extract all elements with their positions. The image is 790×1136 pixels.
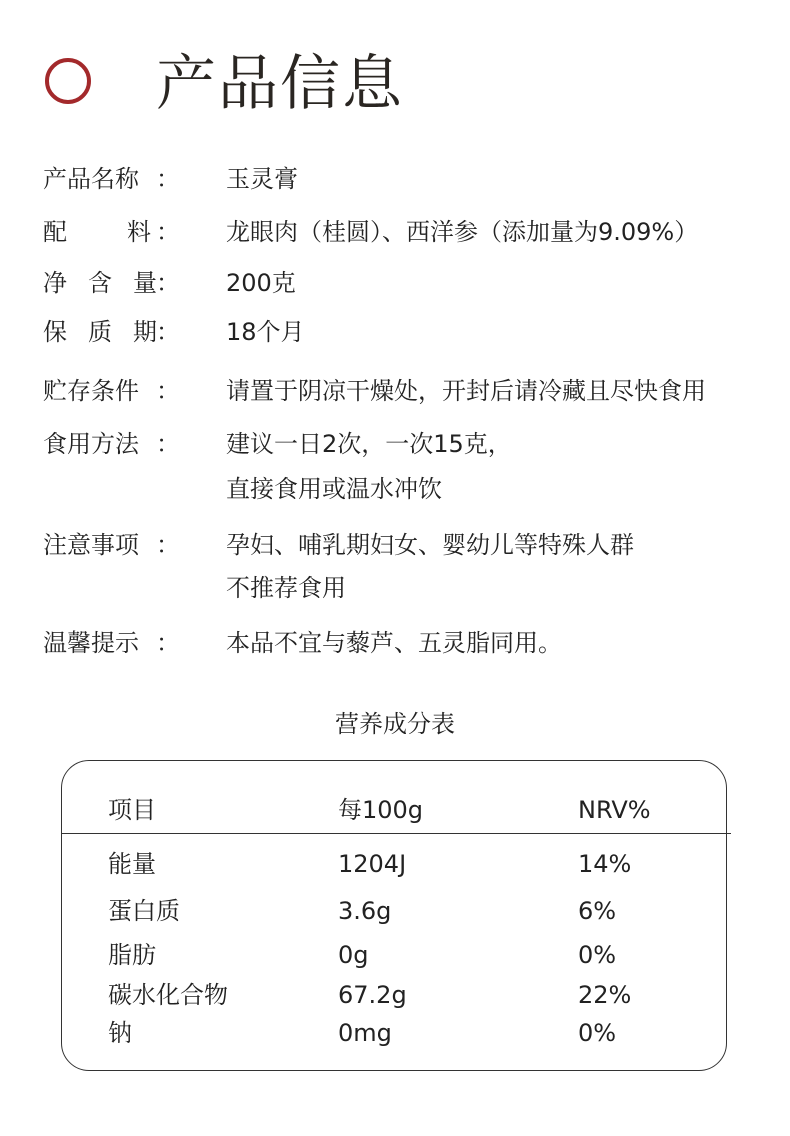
info-value-line2: 直接食用或温水冲饮 (226, 475, 442, 503)
info-colon: ： (156, 629, 180, 657)
info-label: 温馨提示 (43, 629, 139, 657)
nutrient-nrv: 22% (578, 981, 632, 1009)
header-nrv: NRV% (578, 796, 651, 824)
nutrient-name: 脂肪 (108, 941, 156, 969)
info-label: 注意事项 (43, 531, 139, 559)
nutrient-name: 蛋白质 (108, 897, 180, 925)
info-colon: ： (156, 269, 180, 297)
nutrient-amount: 1204J (338, 850, 407, 878)
info-value: 玉灵膏 (226, 165, 298, 193)
info-label: 食用方法 (43, 430, 139, 458)
info-colon: ： (156, 430, 180, 458)
info-value: 200克 (226, 269, 296, 297)
info-colon: ： (156, 531, 180, 559)
info-value: 龙眼肉（桂圆）、西洋参（添加量为9.09%） (226, 218, 699, 246)
info-value: 孕妇、哺乳期妇女、婴幼儿等特殊人群 (226, 531, 634, 559)
nutrition-table-title: 营养成分表 (335, 710, 455, 738)
nutrient-nrv: 14% (578, 850, 632, 878)
info-label: 保质期 (43, 318, 157, 346)
info-label: 配料 (43, 218, 151, 246)
info-label: 贮存条件 (43, 377, 139, 405)
nutrient-nrv: 6% (578, 897, 617, 925)
info-colon: ： (156, 218, 180, 246)
nutrient-amount: 3.6g (338, 897, 392, 925)
info-label: 净含量 (43, 269, 157, 297)
nutrient-name: 碳水化合物 (108, 981, 228, 1009)
info-label: 产品名称 (43, 165, 139, 193)
nutrient-nrv: 0% (578, 941, 617, 969)
info-value-line2: 不推荐食用 (226, 574, 346, 602)
nutrient-name: 钠 (108, 1019, 132, 1047)
nutrient-amount: 0mg (338, 1019, 392, 1047)
info-value: 请置于阴凉干燥处，开封后请冷藏且尽快食用 (226, 377, 706, 405)
info-value: 本品不宜与藜芦、五灵脂同用。 (226, 629, 562, 657)
info-colon: ： (156, 318, 180, 346)
nutrient-amount: 0g (338, 941, 369, 969)
nutrient-amount: 67.2g (338, 981, 407, 1009)
info-value: 建议一日2次，一次15克， (226, 430, 512, 458)
header-per-100g: 每100g (338, 796, 424, 824)
info-value: 18个月 (226, 318, 305, 346)
circle-icon (45, 58, 91, 104)
info-colon: ： (156, 377, 180, 405)
nutrient-nrv: 0% (578, 1019, 617, 1047)
info-colon: ： (156, 165, 180, 193)
nutrient-name: 能量 (108, 850, 156, 878)
header-item: 项目 (108, 796, 156, 824)
page-title: 产品信息 (156, 49, 404, 119)
table-divider (61, 833, 731, 834)
